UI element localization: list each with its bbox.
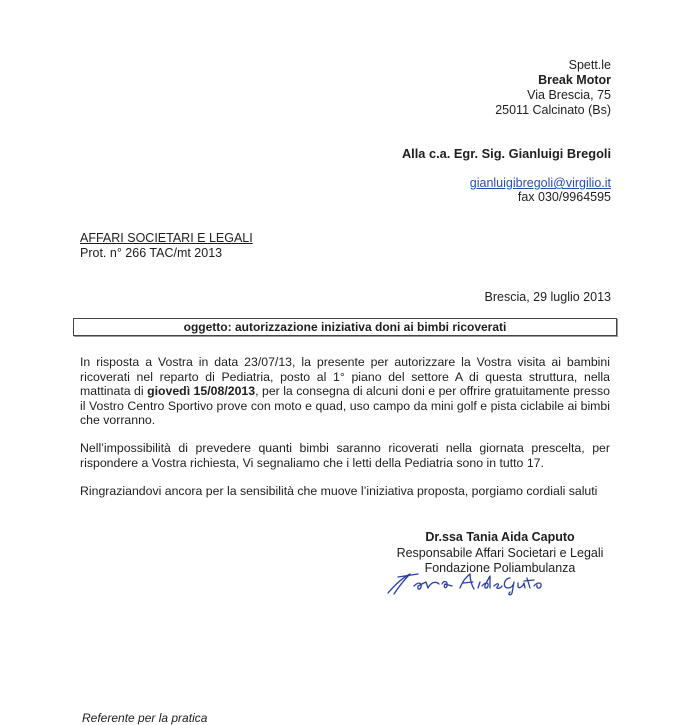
body-paragraph-3: Ringraziandovi ancora per la sensibilità che muove l’iniziativa proposta, porgiamo cordiali saluti [80, 484, 598, 498]
recipient-street: Via Brescia, 75 [527, 88, 611, 102]
signatory-name: Dr.ssa Tania Aida Caputo [425, 530, 575, 544]
footer-fragment: Referente per la pratica [82, 711, 208, 725]
email-link[interactable]: gianluigibregoli@virgilio.it [469, 176, 611, 190]
body-paragraph-2: Nell’impossibilità di prevedere quanti bimbi saranno ricoverati nella giornata prescelta, per rispondere a Vostra richiesta, Vi segnaliamo che i letti della Pediatria sono in tutto 17. [80, 441, 610, 470]
handwritten-signature [384, 568, 544, 598]
body-paragraph-1-text-b: , per la consegna di alcuni doni e per offrire gratuitamente presso il Vostro Centro Sportivo prove con moto e quad, uso campo da mini golf e pista ciclabile ai bimbi che vorranno. [80, 384, 610, 427]
body-paragraph-1-text-a: In risposta a Vostra in data 23/07/13, la presente per autorizzare la Vostra visita ai bambini ricoverati nel reparto di Pediatria, posto al 1° piano del settore A di questa struttura, nella mattinata di [80, 355, 610, 398]
recipient-company: Break Motor [538, 73, 611, 87]
signatory-organization: Fondazione Poliambulanza [424, 561, 576, 575]
recipient-city: 25011 Calcinato (Bs) [495, 103, 611, 117]
recipient-salutation: Spett.le [568, 58, 611, 72]
subject-line: oggetto: autorizzazione iniziativa doni ai bimbi ricoverati [73, 318, 617, 336]
recipient-fax: fax 030/9964595 [517, 190, 611, 204]
department-heading: AFFARI SOCIETARI E LEGALI [80, 231, 253, 245]
recipient-email[interactable] [470, 176, 611, 190]
date-line: Brescia, 29 luglio 2013 [484, 290, 611, 304]
attention-line: Alla c.a. Egr. Sig. Gianluigi Bregoli [401, 146, 611, 161]
visit-date: giovedì 15/08/2013 [147, 384, 256, 398]
body-paragraph-1 [80, 355, 610, 428]
signatory-role: Responsabile Affari Societari e Legali [396, 546, 604, 560]
protocol-number: Prot. n° 266 TAC/mt 2013 [80, 246, 223, 260]
